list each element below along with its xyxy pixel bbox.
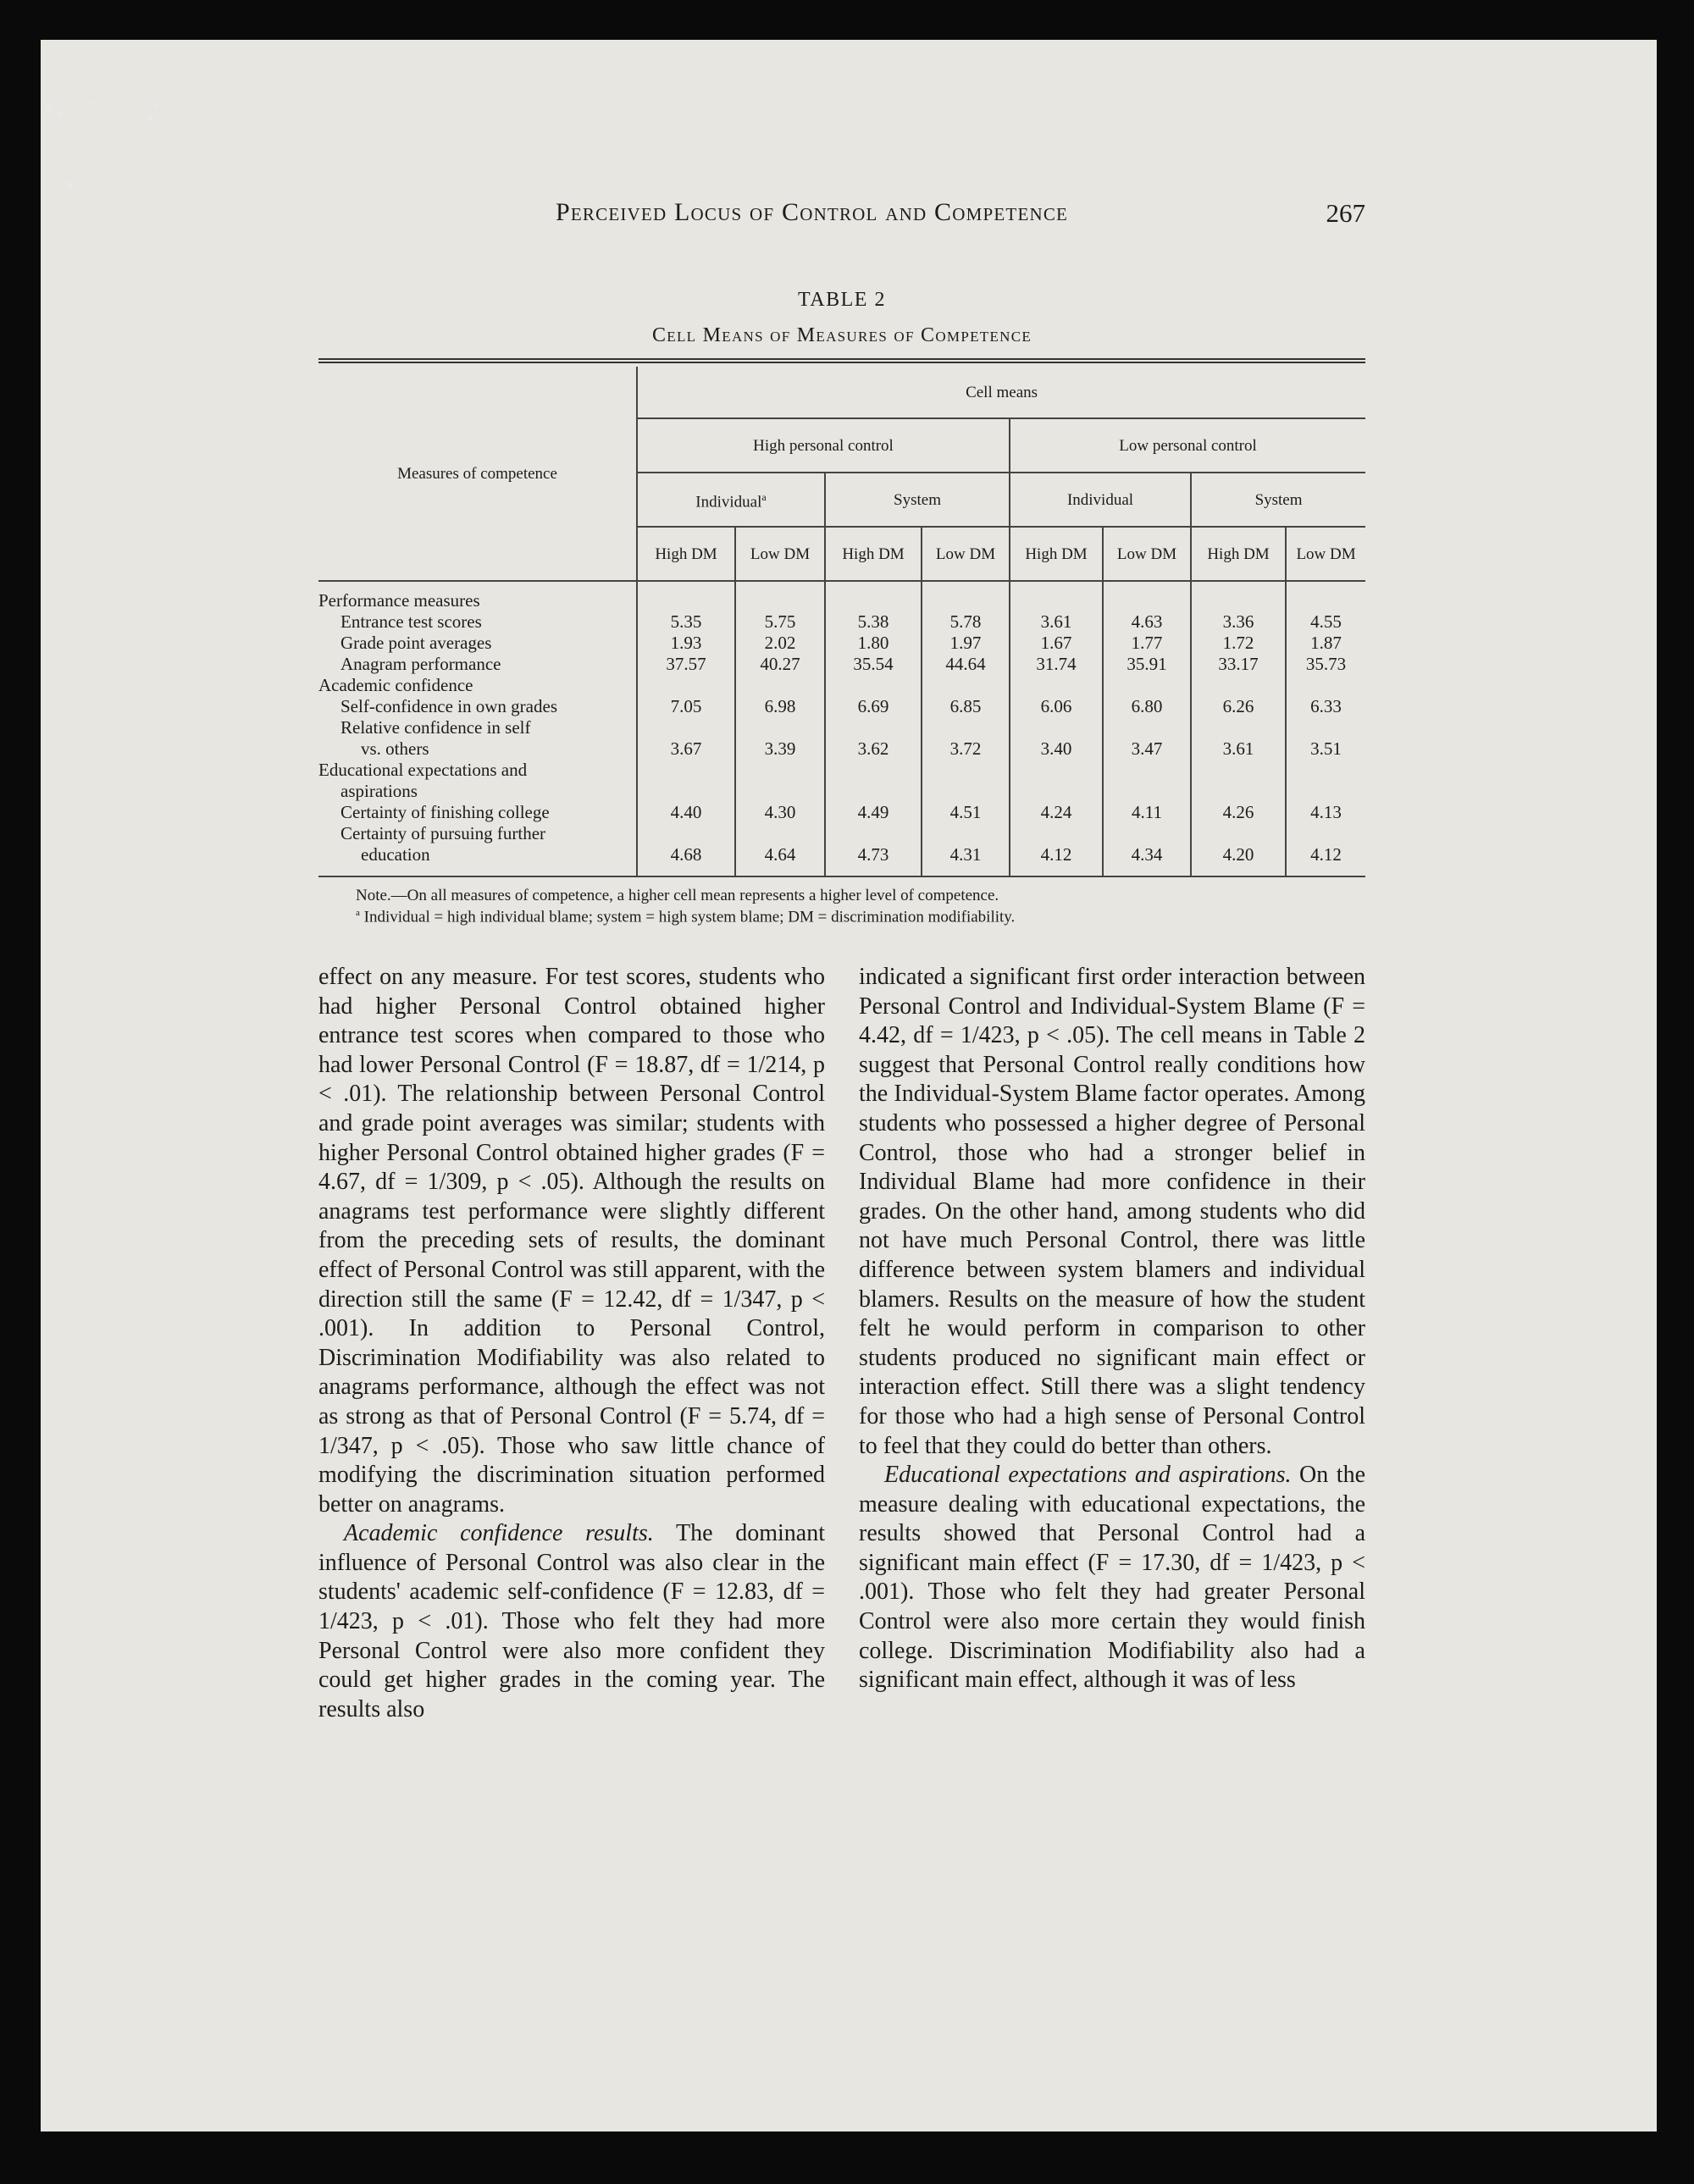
cell-value [1191,717,1286,738]
column-header: High DM [1010,527,1103,581]
cell-value: 40.27 [735,654,825,675]
cell-value [1103,675,1191,696]
column-header: Low DM [1286,527,1365,581]
cell-value: 5.38 [825,611,922,633]
cell-value: 3.39 [735,738,825,760]
cell-value: 5.78 [922,611,1010,633]
table-row [318,696,1365,717]
subgroup-header: Individual [1010,473,1191,527]
cell-value [825,823,922,844]
group-header-low: Low personal control [1010,418,1365,473]
cell-value: 3.47 [1103,738,1191,760]
footnote-mark: a [761,490,767,503]
row-label: vs. others [361,738,429,759]
cell-value: 33.17 [1191,654,1286,675]
column-header: Low DM [1103,527,1191,581]
column-header: High DM [637,527,735,581]
subgroup-header: System [825,473,1010,527]
cell-value [1010,760,1103,781]
cell-value: 5.35 [637,611,735,633]
table-note: Note.—On all measures of competence, a higher cell mean represents a higher level of competence. [356,887,999,904]
table-row [318,844,1365,876]
cell-value [825,675,922,696]
cell-value [637,717,735,738]
cell-value [1286,581,1365,611]
cell-value [1286,717,1365,738]
cell-value: 44.64 [922,654,1010,675]
row-label: education [318,844,637,876]
cell-value [637,581,735,611]
cell-value [637,675,735,696]
cell-value: 4.49 [825,802,922,823]
cell-value: 3.36 [1191,611,1286,633]
table-body [318,581,1365,876]
cell-value [1191,581,1286,611]
cell-value [825,760,922,781]
section-heading: Academic confidence results. [344,1520,654,1547]
cell-value [1191,781,1286,802]
cell-value [1286,760,1365,781]
cell-value: 1.72 [1191,633,1286,654]
cell-value: 4.40 [637,802,735,823]
body-paragraph: indicated a significant first order interaction between Personal Control and Individual-System Blame (F = 4.42, df = 1/423, p < .05). The cell means in Table 2 suggest that Personal Control really conditions how the Individual-System Blame factor operates. Among students who possessed a higher degree of Personal Control, those who had a stronger belief in Individual Blame had more confidence in their grades. On the other hand, among students who did not have much Personal Control, there was little difference between system blamers and individual blamers. Results on the measure of how the student felt he would perform in comparison to other students produced no significant main effect or interaction effect. Still there was a slight tendency for those who had a high sense of Personal Control to feel that they could do better than others. [859,964,1365,1459]
cell-value [922,581,1010,611]
cell-value: 4.26 [1191,802,1286,823]
body-column-right [859,963,1365,1695]
row-label: aspirations [340,781,418,801]
cell-value [1010,781,1103,802]
cell-value [1010,823,1103,844]
table-row [318,581,1365,611]
cell-value [1286,675,1365,696]
cell-value: 4.20 [1191,844,1286,876]
cell-value: 4.73 [825,844,922,876]
table-title: Cell Means of Measures of Competence [651,324,1032,346]
body-paragraph: effect on any measure. For test scores, students who had higher Personal Control obtained higher entrance test scores when compared to those who had lower Personal Control (F = 18.87, df = 1/214, p < .01). The relationship between Personal Control and grade point averages was similar; students with higher Personal Control obtained higher grades (F = 4.67, df = 1/309, p < .05). Although the results on anagrams test performance were slightly different from the preceding sets of results, the dominant effect of Personal Control was still apparent, with the direction still the same (F = 12.42, df = 1/347, p < .001). In addition to Personal Control, Discrimination Modifiability was also related to anagrams performance, although the effect was not as strong as that of Personal Control (F = 5.74, df = 1/347, p < .05). Those who saw little chance of modifying the discrimination situation performed better on anagrams. [318,964,825,1518]
cell-value [1103,760,1191,781]
cell-value: 5.75 [735,611,825,633]
row-label: Certainty of finishing college [340,802,550,822]
cell-value [1103,717,1191,738]
row-label: Educational expectations and [318,760,528,780]
cell-value: 1.97 [922,633,1010,654]
running-title: Perceived Locus of Control and Competence [556,198,1069,226]
spanner-header: Cell means [637,367,1365,418]
cell-value [922,823,1010,844]
cell-value [637,760,735,781]
row-label: Certainty of pursuing further [340,823,546,843]
cell-value: 35.73 [1286,654,1365,675]
row-label: Academic confidence [318,675,473,695]
cell-value: 6.85 [922,696,1010,717]
cell-value [922,781,1010,802]
cell-value [735,823,825,844]
cell-value [735,675,825,696]
cell-value: 3.61 [1010,611,1103,633]
table-row [318,717,1365,738]
cell-value [735,581,825,611]
table-row [318,633,1365,654]
running-head [318,195,1365,237]
column-header: Low DM [922,527,1010,581]
table-row [318,611,1365,633]
cell-value: 4.31 [922,844,1010,876]
cell-value: 4.12 [1010,844,1103,876]
cell-value: 1.67 [1010,633,1103,654]
scanned-page [41,40,1657,2131]
cell-value: 4.55 [1286,611,1365,633]
column-header: High DM [825,527,922,581]
cell-value: 6.06 [1010,696,1103,717]
cell-value [735,760,825,781]
cell-value [1103,581,1191,611]
subgroup-header: Individual$^a$ [637,473,825,527]
row-label: Self-confidence in own grades [340,696,557,716]
cell-value: 4.68 [637,844,735,876]
cell-value [1103,823,1191,844]
row-label: Relative confidence in self [340,717,531,738]
table-footnote: $^a$ Individual = high individual blame; system = high system blame; DM = discrimination modifiability. [356,908,1016,926]
cell-value [922,717,1010,738]
cell-value: 37.57 [637,654,735,675]
cell-value: 3.61 [1191,738,1286,760]
cell-value: 3.51 [1286,738,1365,760]
cell-value [825,717,922,738]
cell-value: 1.80 [825,633,922,654]
cell-value [1191,823,1286,844]
cell-value [922,675,1010,696]
cell-value [735,717,825,738]
body-paragraph: Academic confidence results. The dominant influence of Personal Control was also clear in the students' academic self-confidence (F = 12.83, df = 1/423, p < .01). Those who felt they had more Personal Control were also more confident they could get higher grades in the coming year. The results also [318,1520,826,1722]
body-paragraph: Educational expectations and aspirations. On the measure dealing with educational expectations, the results showed that Personal Control had a significant main effect (F = 17.30, df = 1/423, p < .001). Those who felt they had greater Personal Control were also more certain they would finish college. Discrimination Modifiability also had a significant main effect, although it was of less [859,1462,1366,1694]
row-label: Entrance test scores [340,611,482,632]
cell-value: 3.67 [637,738,735,760]
cell-means-table [318,367,1365,877]
cell-value [637,781,735,802]
cell-value [1103,781,1191,802]
cell-value [637,823,735,844]
cell-value: 4.64 [735,844,825,876]
cell-value: 6.98 [735,696,825,717]
cell-value [1010,581,1103,611]
table-row [318,760,1365,781]
cell-value: 4.12 [1286,844,1365,876]
cell-value: 6.33 [1286,696,1365,717]
cell-value [1191,760,1286,781]
cell-value: 4.30 [735,802,825,823]
table-caption [318,290,1365,346]
table-row [318,823,1365,844]
cell-value [922,760,1010,781]
cell-value [825,581,922,611]
column-header: Low DM [735,527,825,581]
cell-value: 1.77 [1103,633,1191,654]
table-row [318,738,1365,760]
table-label: TABLE 2 [798,289,886,311]
column-header: High DM [1191,527,1286,581]
cell-value [1191,675,1286,696]
row-label: Anagram performance [340,654,501,674]
cell-value: 1.93 [637,633,735,654]
cell-value: 4.34 [1103,844,1191,876]
cell-value: 4.11 [1103,802,1191,823]
section-heading: Educational expectations and aspirations. [884,1462,1292,1489]
cell-value [1286,823,1365,844]
cell-value: 1.87 [1286,633,1365,654]
table-row [318,654,1365,675]
cell-value: 3.40 [1010,738,1103,760]
page-number: 267 [1326,198,1365,228]
cell-value: 3.72 [922,738,1010,760]
cell-value [1010,675,1103,696]
row-label: Grade point averages [340,633,492,653]
cell-value: 6.80 [1103,696,1191,717]
cell-value: 31.74 [1010,654,1103,675]
table-top-rule [318,358,1365,363]
cell-value [825,781,922,802]
table-notes [356,887,1364,926]
cell-value [1010,717,1103,738]
table-row [318,675,1365,696]
subgroup-header: System [1191,473,1365,527]
table-row [318,781,1365,802]
cell-value: 4.51 [922,802,1010,823]
table-row [318,802,1365,823]
cell-value [1286,781,1365,802]
cell-value: 6.26 [1191,696,1286,717]
row-label: Performance measures [318,590,480,611]
footnote-mark: a [356,908,360,918]
cell-value: 2.02 [735,633,825,654]
cell-value: 3.62 [825,738,922,760]
cell-value: 35.54 [825,654,922,675]
cell-value: 4.63 [1103,611,1191,633]
body-column-left [318,963,825,1724]
stub-header: Measures of competence [318,367,637,581]
cell-value: 6.69 [825,696,922,717]
cell-value: 4.24 [1010,802,1103,823]
cell-value: 35.91 [1103,654,1191,675]
cell-value: 4.13 [1286,802,1365,823]
group-header-high: High personal control [637,418,1010,473]
cell-value: 7.05 [637,696,735,717]
cell-value [735,781,825,802]
